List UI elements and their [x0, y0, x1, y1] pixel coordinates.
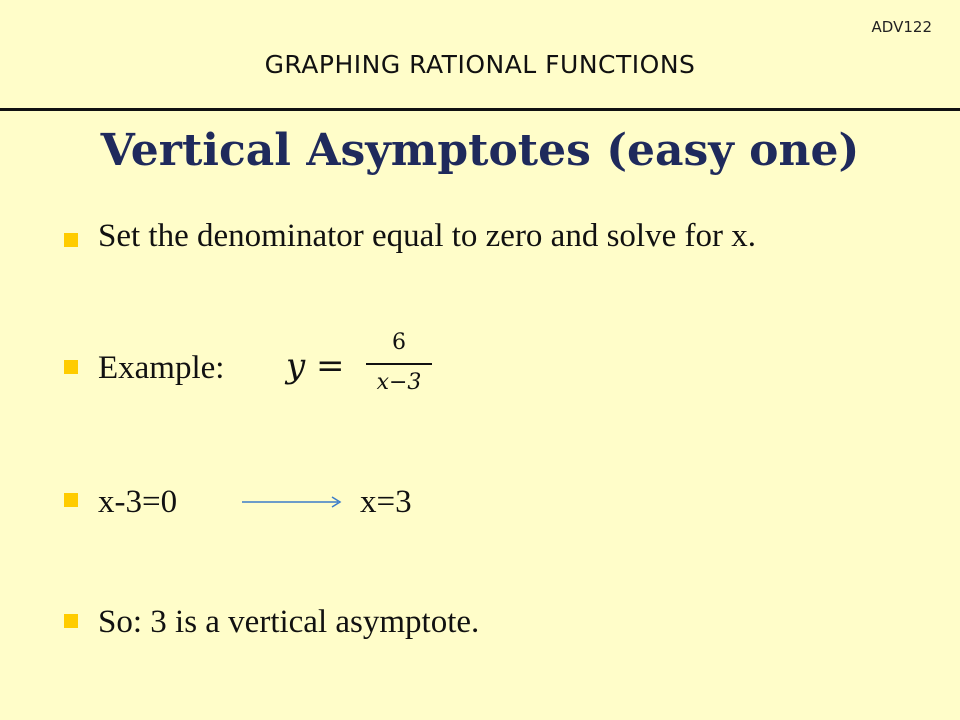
bullet-text: So: 3 is a vertical asymptote.: [98, 604, 480, 640]
equation-numerator: 6: [392, 330, 406, 355]
bullet-result: x=3: [360, 484, 412, 520]
course-code: ADV122: [871, 18, 932, 36]
bullet-marker: [64, 493, 78, 507]
equation-lhs: y =: [286, 346, 345, 386]
bullet-text: Set the denominator equal to zero and solve for x.: [98, 218, 756, 254]
equation: [286, 330, 446, 410]
bullet-text: x-3=0: [98, 484, 178, 520]
fraction-bar: [366, 363, 432, 365]
bullet-text: Example:: [98, 350, 225, 386]
equation-denominator: x−3: [376, 370, 422, 395]
bullet-marker: [64, 360, 78, 374]
right-arrow-icon: [242, 495, 346, 509]
slide-title: Vertical Asymptotes (easy one): [100, 125, 860, 176]
bullet-marker: [64, 614, 78, 628]
bullet-marker: [64, 233, 78, 247]
header-divider: [0, 108, 960, 111]
header-title: GRAPHING RATIONAL FUNCTIONS: [264, 50, 696, 79]
